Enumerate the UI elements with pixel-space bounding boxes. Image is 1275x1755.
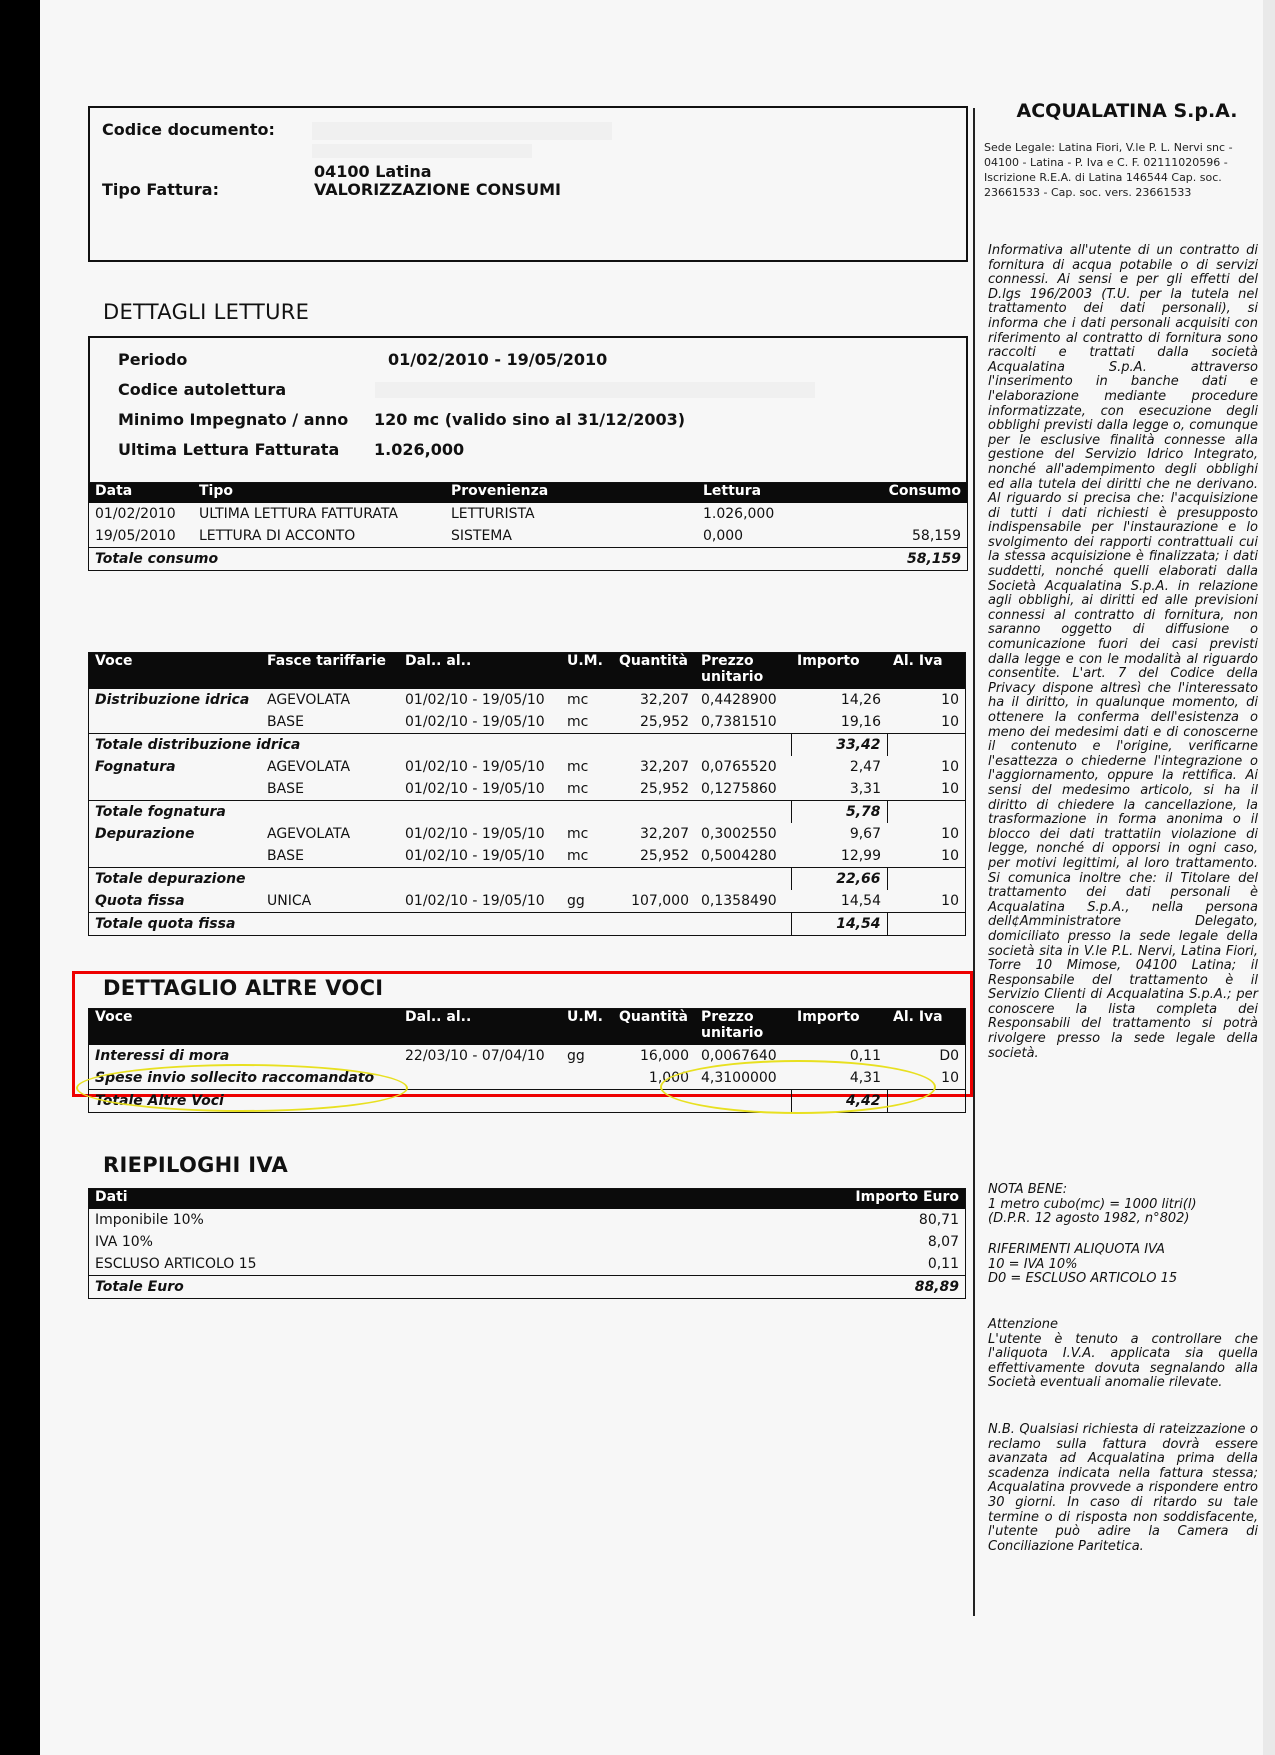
cell-prezzo: 0,7381510 [701,713,777,730]
voci-total-row [89,867,966,890]
nota-bene-block [988,1183,1258,1227]
sede-legale: Sede Legale: Latina Fiori, V.le P. L. Nervi snc - 04100 - Latina - P. Iva e C. F. 02111020596 - Iscrizione R.E.A. di Latina 146544 Cap. soc. 23661533 - Cap. soc. vers. 23661533 [984,141,1233,199]
cell-quantita: 25,952 [640,713,689,730]
scan-left-edge [0,0,40,1755]
cell-quantita: 32,207 [640,825,689,842]
cell-iva: 10 [941,691,959,708]
altre-voci-title: DETTAGLIO ALTRE VOCI [103,976,384,1000]
minimo-value: 120 mc (valido sino al 31/12/2003) [374,410,686,429]
cell-um: mc [567,780,589,797]
cell-voce: Quota fissa [95,892,185,909]
cell-voce: Depurazione [95,825,195,842]
cell-voce: Distribuzione idrica [95,691,250,708]
voci-total-label: Totale quota fissa [89,912,792,935]
letture-title: DETTAGLI LETTURE [103,300,310,324]
cell-dal-al: 01/02/10 - 19/05/10 [405,691,545,708]
col-consumo: Consumo [839,483,968,503]
cell-voce [89,778,262,801]
cell-um: mc [567,691,589,708]
nota-bene-line1: 1 metro cubo(mc) = 1000 litri(l) [988,1196,1197,1212]
cell-prezzo: 4,3100000 [701,1069,777,1086]
voci-total-row [89,800,966,823]
table-row [89,1231,966,1253]
voci-total-value: 14,54 [791,912,887,935]
cell-importo: 19,16 [840,713,881,730]
cell-dal-al: 01/02/10 - 19/05/10 [405,758,545,775]
voci-total-value: 33,42 [791,733,887,756]
col-tipo: Tipo [193,483,445,503]
voci-total-value: 5,78 [791,800,887,823]
cell-quantita: 32,207 [640,691,689,708]
cell-quantita: 107,000 [631,892,689,909]
cell-iva: 10 [941,825,959,842]
col-importo-euro: Importo Euro [753,1189,966,1209]
voci-total-label: Totale depurazione [89,867,792,890]
cell-um [561,1067,613,1090]
company-name: ACQUALATINA S.p.A. [1016,100,1238,122]
cell-tipo: ULTIMA LETTURA FATTURATA [199,505,398,522]
voci-total-row [89,733,966,756]
cell-value: 8,07 [927,1233,959,1250]
cell-data: 19/05/2010 [95,527,176,544]
totale-altre-voci-label: Totale Altre Voci [89,1089,792,1112]
cell-prezzo: 0,0765520 [701,758,777,775]
redacted-codice-autolettura [375,382,815,398]
voci-total-label: Totale distribuzione idrica [89,733,792,756]
codice-documento-label: Codice documento: [102,120,275,139]
table-row [89,890,966,913]
cell-voce [89,845,262,868]
cell-um: gg [567,1047,585,1064]
cell-dal-al [399,1067,561,1090]
cell-prezzo: 0,1275860 [701,780,777,797]
cell-fascia: UNICA [267,892,312,909]
annotation-oval-amounts [660,1060,936,1114]
riferimenti-block [988,1243,1258,1287]
cell-prezzo: 0,0067640 [701,1047,777,1064]
cell-dal-al: 01/02/10 - 19/05/10 [405,713,545,730]
riferimenti-title: RIFERIMENTI ALIQUOTA IVA [988,1242,1165,1257]
cell-lettura: 0,000 [703,527,744,544]
column-divider [973,108,975,1616]
cell-iva: 10 [941,758,959,775]
ultima-row [118,440,465,459]
table-row [89,845,966,868]
table-row [89,525,968,548]
col-fasce: Fasce tariffarie [261,653,399,689]
riferimenti-line2: D0 = ESCLUSO ARTICOLO 15 [988,1271,1178,1287]
cell-label: ESCLUSO ARTICOLO 15 [95,1255,257,1272]
cell-voce: Fognatura [95,758,176,775]
cell-tipo: LETTURA DI ACCONTO [199,527,356,544]
empty-cell [887,912,966,935]
tipo-fattura-label: Tipo Fattura: [102,180,219,199]
cell-quantita: 32,207 [640,758,689,775]
cell-fascia: BASE [267,713,304,730]
table-row [89,503,968,525]
col-importo: Importo [791,1009,887,1045]
attenzione-title: Attenzione [988,1317,1058,1332]
voci-total-label: Totale fognatura [89,800,792,823]
cell-fascia: AGEVOLATA [267,691,351,708]
col-al-iva: Al. Iva [887,653,966,689]
col-voce: Voce [89,1009,400,1045]
cell-quantita: 16,000 [640,1047,689,1064]
cell-label: Imponibile 10% [95,1211,204,1228]
codice-autolettura-label: Codice autolettura [118,380,287,399]
totale-consumo-value: 58,159 [839,547,968,570]
privacy-notice: Informativa all'utente di un contratto di fornitura di acqua potabile o di servizi connessi. Ai sensi e per gli effetti del D.lgs 196/2003 (T.U. per la tutela nel trattamento dei dati personali), si informa che i dati personali acquisiti con riferimento al contratto di fornitura sono raccolti e trattati dalla società Acqualatina S.p.A. attraverso l'inserimento in banche dati e l'elaborazione mediante procedure informatizzate, con esecuzione degli obblighi previsti dalla legge o, comunque per le esclusive finalità connesse alla gestione del Servizio Idrico Integrato, nonché all'adempimento degli obblighi ed alla tutela dei diritti che ne derivano. Al riguardo si precisa che: l'acquisizione di tutti i dati richiesti è presupposto indispensabile per l'instaurazione e lo svolgimento dei rapporti contrattuali cui la stessa acquisizione è finalizzata; i dati suddetti, nonché quelli elaborati dalla Società Acqualatina S.p.A. in relazione agli obblighi, ai diritti ed alle previsioni connessi al contratto di fornitura, non saranno oggetto di diffusione o comunicazione fuori dei casi previsti dalla legge e con le modalità al riguardo consentite. L'art. 7 del Codice della Privacy dispone altresì che l'interessato ha il diritto, in qualunque momento, di ottenere la conferma dell'esistenza o meno dei medesimi dati e di conoscerne il contenuto e l'origine, verificarne l'esattezza o chiederne l'integrazione o l'aggiornamento, oppure la rettifica. Ai sensi del medesimo articolo, si ha il diritto di chiedere la cancellazione, la trasformazione in forma anonima o il blocco dei dati trattatiin violazione di legge, nonché di opporsi in ogni caso, per motivi legittimi, al loro trattamento. Si comunica inoltre che: il Titolare del trattamento dei dati personali è Acqualatina S.p.A., nella persona dell¢Amministratore Delegato, domiciliato presso la sede legale della società sita in V.le P.L. Nervi, Latina Fiori, Torre 10 Mimose, 04100 Latina; il Responsabile del trattamento è il Servizio Clienti di Acqualatina S.p.A.; per conoscere la lista completa dei Responsabili del trattamento si potrà rivolgere presso la sede legale della società. [988,243,1258,1061]
table-row [89,711,966,734]
cell-fascia: AGEVOLATA [267,825,351,842]
cell-importo: 4,31 [849,1069,881,1086]
cell-iva: 10 [941,1069,959,1086]
cell-voce: Spese invio sollecito raccomandato [95,1069,375,1086]
totale-euro-row [89,1275,966,1298]
cell-label: IVA 10% [95,1233,153,1250]
cell-importo: 14,26 [840,691,881,708]
totale-consumo-label: Totale consumo [89,547,840,570]
periodo-row [118,350,608,369]
totale-altre-voci-value: 4,42 [791,1089,887,1112]
empty-cell [887,867,966,890]
cell-importo: 9,67 [849,825,881,842]
nota-bene-line2: (D.P.R. 12 agosto 1982, n°802) [988,1211,1190,1227]
col-al-iva: Al. Iva [887,1009,966,1045]
totale-consumo-row [89,547,968,570]
nb-block: N.B. Qualsiasi richiesta di rateizzazione o reclamo sulla fattura dovrà essere avanzata ad Acqualatina prima della scadenza indicata nella fattura stessa; Acqualatina provvede a rispondere entro 30 giorni. In caso di ritardo su tale termine o di risposta non soddisfacente, l'utente può adire la Camera di Conciliazione Paritetica. [988,1422,1258,1554]
codice-row [118,380,286,399]
table-row [89,1209,966,1231]
table-row [89,823,966,845]
cell-importo: 14,54 [840,892,881,909]
totale-euro-value: 88,89 [753,1275,966,1298]
cell-dal-al: 01/02/10 - 19/05/10 [405,825,545,842]
scan-right-edge [1263,0,1275,1755]
nota-bene-title: NOTA BENE: [988,1182,1068,1197]
cell-iva: 10 [941,892,959,909]
col-quantita: Quantità [613,1009,695,1045]
col-um: U.M. [561,1009,613,1045]
cell-quantita: 25,952 [640,847,689,864]
cell-um: mc [567,713,589,730]
voci-body [89,689,966,936]
cell-importo: 12,99 [840,847,881,864]
col-voce: Voce [89,653,262,689]
tipo-fattura: VALORIZZAZIONE CONSUMI [314,180,561,199]
cell-voce: Interessi di mora [95,1047,230,1064]
cell-iva: 10 [941,780,959,797]
cell-prezzo: 0,5004280 [701,847,777,864]
cell-provenienza: LETTURISTA [451,505,535,522]
attenzione-text: L'utente è tenuto a controllare che l'aliquota I.V.A. applicata sia quella effettivamente dovuta segnalando alla Società eventuali anomalie rilevate. [988,1331,1258,1391]
iva-table [88,1188,966,1299]
company-block [984,100,1260,200]
cell-um: mc [567,847,589,864]
minimo-row [118,410,686,429]
letture-table [88,482,968,571]
cell-importo: 2,47 [849,758,881,775]
annotation-oval-voce [76,1064,408,1112]
cell-prezzo: 0,3002550 [701,825,777,842]
document-header-box [88,106,968,262]
cell-quantita: 25,952 [640,780,689,797]
col-dati: Dati [89,1189,754,1209]
col-prezzo: Prezzo unitario [695,653,791,689]
col-dal-al: Dal.. al.. [399,653,561,689]
city: 04100 Latina [314,162,432,181]
col-prezzo: Prezzo unitario [695,1009,791,1045]
cell-iva: D0 [939,1047,959,1064]
iva-title: RIEPILOGHI IVA [103,1153,289,1177]
riferimenti-line1: 10 = IVA 10% [988,1256,1078,1272]
cell-prezzo: 0,4428900 [701,691,777,708]
col-um: U.M. [561,653,613,689]
table-row [89,689,966,711]
cell-consumo [839,503,968,525]
cell-quantita: 1,000 [648,1069,689,1086]
cell-lettura: 1.026,000 [703,505,775,522]
cell-data: 01/02/2010 [95,505,176,522]
cell-iva: 10 [941,847,959,864]
cell-prezzo: 0,1358490 [701,892,777,909]
col-provenienza: Provenienza [445,483,697,503]
minimo-label: Minimo Impegnato / anno [118,410,349,429]
table-row [89,778,966,801]
cell-importo: 0,11 [849,1047,881,1064]
cell-dal-al: 01/02/10 - 19/05/10 [405,780,545,797]
col-lettura: Lettura [697,483,839,503]
attenzione-block [988,1318,1258,1391]
cell-value: 80,71 [918,1211,959,1228]
voci-total-row [89,912,966,935]
periodo-label: Periodo [118,350,188,369]
cell-consumo: 58,159 [912,527,961,544]
redacted-codice [312,122,612,140]
cell-dal-al: 22/03/10 - 07/04/10 [405,1047,545,1064]
cell-importo: 3,31 [849,780,881,797]
col-dal-al: Dal.. al.. [399,1009,561,1045]
ultima-label: Ultima Lettura Fatturata [118,440,340,459]
cell-um: gg [567,892,585,909]
table-row [89,756,966,778]
voci-total-value: 22,66 [791,867,887,890]
cell-iva: 10 [941,713,959,730]
ultima-value: 1.026,000 [374,440,465,459]
letture-box [88,336,968,484]
cell-fascia: BASE [267,780,304,797]
col-data: Data [89,483,194,503]
cell-voce [89,711,262,734]
cell-fascia: AGEVOLATA [267,758,351,775]
empty-cell [887,733,966,756]
cell-um: mc [567,758,589,775]
cell-dal-al: 01/02/10 - 19/05/10 [405,847,545,864]
voci-table [88,652,966,936]
empty-cell [887,800,966,823]
redacted-address [312,144,532,158]
cell-fascia: BASE [267,847,304,864]
cell-um: mc [567,825,589,842]
cell-provenienza: SISTEMA [451,527,512,544]
table-row [89,1253,966,1276]
col-quantita: Quantità [613,653,695,689]
cell-value: 0,11 [927,1255,959,1272]
col-importo: Importo [791,653,887,689]
periodo-value: 01/02/2010 - 19/05/2010 [388,350,608,369]
totale-euro-label: Totale Euro [89,1275,754,1298]
cell-dal-al: 01/02/10 - 19/05/10 [405,892,545,909]
